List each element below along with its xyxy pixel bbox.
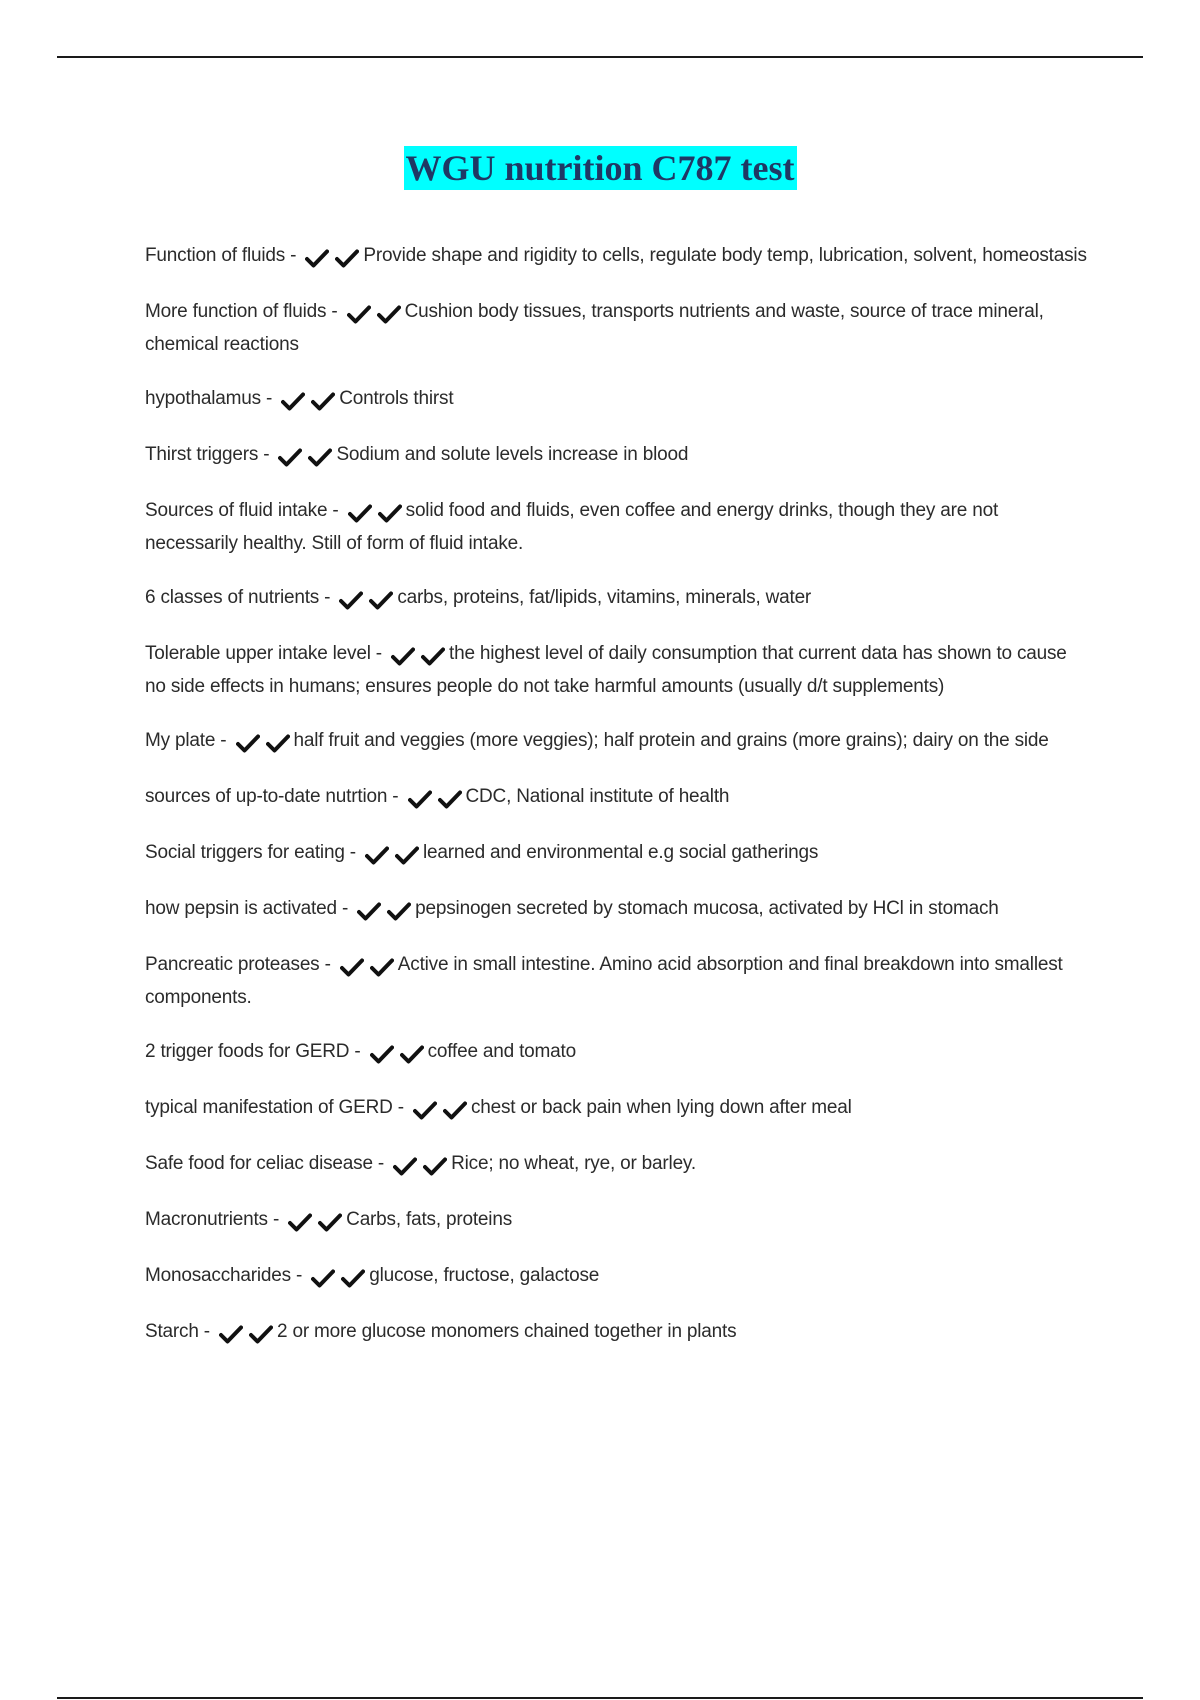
item-separator: -	[285, 245, 302, 266]
item-term: Thirst triggers	[145, 444, 259, 465]
item-answer: Controls thirst	[339, 388, 454, 409]
item-separator: -	[327, 500, 344, 521]
checkmark-icon	[340, 957, 364, 977]
item-answer: 2 or more glucose monomers chained together in plants	[277, 1321, 737, 1342]
list-item	[145, 495, 1090, 559]
double-checkmark-icon	[347, 298, 401, 329]
item-answer: the highest level of daily consumption that current data has shown to cause no side effects in humans; ensures people do not take harmful amounts (usually d/t supplements)	[145, 643, 1067, 697]
double-checkmark-icon	[305, 242, 359, 273]
item-answer: half fruit and veggies (more veggies); half protein and grains (more grains); dairy on the side	[293, 730, 1049, 751]
checkmark-icon	[369, 590, 393, 610]
double-checkmark-icon	[413, 1094, 467, 1125]
checkmark-icon	[357, 901, 381, 921]
list-item	[145, 1092, 1090, 1125]
item-term: hypothalamus	[145, 388, 261, 409]
checkmark-icon	[370, 957, 394, 977]
item-separator: -	[267, 1209, 285, 1230]
checkmark-icon	[387, 901, 411, 921]
checkmark-icon	[341, 1268, 365, 1288]
item-term: how pepsin is activated	[145, 898, 337, 919]
double-checkmark-icon	[348, 497, 402, 528]
item-separator: -	[319, 587, 336, 608]
item-answer: Carbs, fats, proteins	[346, 1209, 512, 1230]
checkmark-icon	[393, 1156, 417, 1176]
list-item	[145, 296, 1090, 360]
double-checkmark-icon	[391, 640, 445, 671]
item-separator: -	[326, 301, 343, 322]
checkmark-icon	[266, 733, 290, 753]
checkmark-icon	[305, 248, 329, 268]
item-term: 6 classes of nutrients	[145, 587, 320, 608]
item-separator: -	[372, 1153, 390, 1174]
list-item	[145, 1260, 1090, 1293]
item-separator: -	[349, 1041, 366, 1062]
bottom-rule	[57, 1697, 1143, 1699]
checkmark-icon	[377, 304, 401, 324]
double-checkmark-icon	[370, 1038, 424, 1069]
checkmark-icon	[370, 1044, 394, 1064]
item-answer: learned and environmental e.g social gatherings	[422, 842, 819, 863]
item-separator: -	[215, 730, 232, 751]
list-item	[145, 240, 1090, 273]
item-answer: Sodium and solute levels increase in blood	[336, 444, 689, 465]
checkmark-icon	[236, 733, 260, 753]
double-checkmark-icon	[339, 584, 393, 615]
double-checkmark-icon	[340, 951, 394, 982]
top-rule	[57, 56, 1143, 58]
list-item	[145, 1036, 1090, 1069]
item-separator: -	[336, 898, 354, 919]
title-block	[0, 146, 1200, 190]
checkmark-icon	[423, 1156, 447, 1176]
checkmark-icon	[400, 1044, 424, 1064]
checkmark-icon	[413, 1100, 437, 1120]
double-checkmark-icon	[236, 727, 290, 758]
checkmark-icon	[443, 1100, 467, 1120]
item-term: typical manifestation of GERD	[145, 1097, 393, 1118]
double-checkmark-icon	[288, 1206, 342, 1237]
checkmark-icon	[365, 845, 389, 865]
item-answer: solid food and fluids, even coffee and energy drinks, though they are not necessarily healthy. Still of form of fluid intake.	[145, 500, 999, 554]
item-separator: -	[319, 954, 336, 975]
item-term: Tolerable upper intake level	[145, 643, 371, 664]
item-term: Sources of fluid intake	[145, 500, 328, 521]
list-item	[145, 582, 1090, 615]
item-term: Function of fluids	[145, 245, 286, 266]
double-checkmark-icon	[357, 895, 411, 926]
item-separator: -	[387, 786, 404, 807]
list-item	[145, 837, 1090, 870]
double-checkmark-icon	[219, 1318, 273, 1349]
item-term: My plate	[145, 730, 216, 751]
list-item	[145, 638, 1090, 702]
item-term: Starch	[145, 1321, 199, 1342]
checkmark-icon	[395, 845, 419, 865]
double-checkmark-icon	[408, 783, 462, 814]
double-checkmark-icon	[311, 1262, 365, 1293]
checkmark-icon	[378, 503, 402, 523]
item-term: More function of fluids	[145, 301, 327, 322]
item-answer: coffee and tomato	[427, 1041, 576, 1062]
list-item	[145, 1316, 1090, 1349]
item-answer: Rice; no wheat, rye, or barley.	[451, 1153, 696, 1174]
double-checkmark-icon	[281, 385, 335, 416]
checkmark-icon	[219, 1324, 243, 1344]
item-term: sources of up-to-date nutrtion	[145, 786, 388, 807]
list-item	[145, 383, 1090, 416]
list-item	[145, 781, 1090, 814]
item-answer: Provide shape and rigidity to cells, regulate body temp, lubrication, solvent, homeostasis	[363, 245, 1087, 266]
checkmark-icon	[347, 304, 371, 324]
item-answer: glucose, fructose, galactose	[369, 1265, 600, 1286]
item-separator: -	[370, 643, 388, 664]
checkmark-icon	[421, 646, 445, 666]
list-item	[145, 439, 1090, 472]
list-item	[145, 949, 1090, 1013]
checkmark-icon	[308, 447, 332, 467]
item-separator: -	[290, 1265, 308, 1286]
double-checkmark-icon	[278, 441, 332, 472]
item-separator: -	[344, 842, 361, 863]
checkmark-icon	[348, 503, 372, 523]
item-term: Monosaccharides	[145, 1265, 291, 1286]
item-term: Safe food for celiac disease	[145, 1153, 373, 1174]
item-answer: carbs, proteins, fat/lipids, vitamins, minerals, water	[397, 587, 812, 608]
checkmark-icon	[249, 1324, 273, 1344]
checkmark-icon	[391, 646, 415, 666]
checkmark-icon	[281, 391, 305, 411]
checkmark-icon	[339, 590, 363, 610]
item-term: Macronutrients	[145, 1209, 268, 1230]
checkmark-icon	[438, 789, 462, 809]
page-title: WGU nutrition C787 test	[405, 148, 795, 188]
item-answer: Cushion body tissues, transports nutrients and waste, source of trace mineral, chemical reactions	[145, 301, 1044, 355]
checkmark-icon	[318, 1212, 342, 1232]
item-term: Pancreatic proteases	[145, 954, 320, 975]
item-answer: Active in small intestine. Amino acid absorption and final breakdown into smallest components.	[145, 954, 1063, 1008]
item-term: Social triggers for eating	[145, 842, 345, 863]
list-item	[145, 1204, 1090, 1237]
checkmark-icon	[311, 1268, 335, 1288]
item-answer: CDC, National institute of health	[465, 786, 730, 807]
checkmark-icon	[408, 789, 432, 809]
item-separator: -	[260, 388, 278, 409]
checkmark-icon	[311, 391, 335, 411]
double-checkmark-icon	[365, 839, 419, 870]
list-item	[145, 1148, 1090, 1181]
checkmark-icon	[335, 248, 359, 268]
item-separator: -	[392, 1097, 409, 1118]
item-answer: chest or back pain when lying down after meal	[470, 1097, 852, 1118]
item-answer: pepsinogen secreted by stomach mucosa, activated by HCl in stomach	[415, 898, 999, 919]
flashcard-list	[145, 240, 1090, 1372]
checkmark-icon	[278, 447, 302, 467]
list-item	[145, 893, 1090, 926]
item-separator: -	[258, 444, 275, 465]
double-checkmark-icon	[393, 1150, 447, 1181]
list-item	[145, 725, 1090, 758]
checkmark-icon	[288, 1212, 312, 1232]
item-separator: -	[198, 1321, 216, 1342]
item-term: 2 trigger foods for GERD	[145, 1041, 350, 1062]
